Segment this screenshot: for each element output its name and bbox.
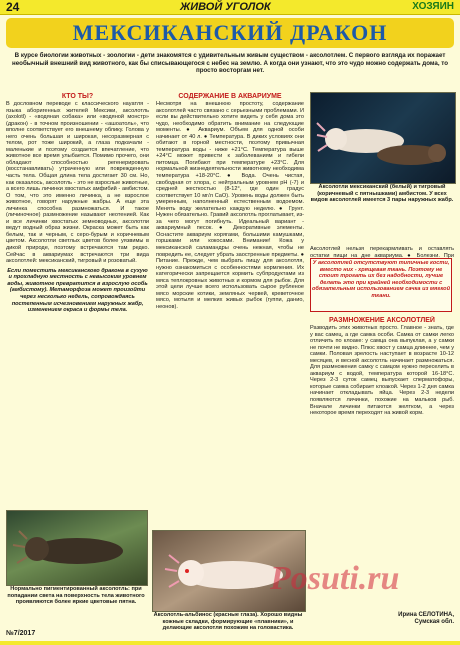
heading-who: КТО ТЫ? [61, 93, 94, 100]
caption-photo-3: Аксолотль-альбинос (красные глаза). Хорошо видны кожные складки, формирующие «плавники», и делающие аксолотля похожим на головастика. [153, 612, 303, 632]
axolotl-dark-photo-icon [7, 511, 147, 585]
column-1-text: В дословном переводе с классического науатля - языка аборигенных жителей Мексики, аксолотль (axolotl) - «водяная собака» или «водяной монстр» (дракон) - в точном произношении - «ашоатоль», что вполне соответствует его внешнему облику. Голова у него очень большая и широкая, несоразмерная с телом, рот тоже широкий, а глаза подкачали - маленькие и поэтому создается впечатление, что животное все время улыбается. Помимо прочего, они обладают способностью регенерировать (восстанавливать) утраченную или поврежденную часть тела. Общая длина тела достигает 30 см. Но, как оказалось, аксолотль - это не взрослые животные, а всего лишь личинки хвостатых амфибий - амбистом. О том, что это именно личинка, а не взрослое животное, говорят наружные жабры. А еще эта личинка способна размножаться. И такое (личиночное) размножение называют неотенией. Как и все личинки хвостатых земноводных, аксолотли ведут водный образ жизни. Окраска может быть как белым, так и черным, с серо-бурым и коричневым цветом. Аксолотли светлых цветов более уязвимы в дикой природе, поэтому встречаются там редко. Сейчас в аквариумах встречаются три вида аксолотлей: мексиканский, тигровый и розоватый. [6, 101, 149, 265]
watermark: Posuti.ru [270, 560, 400, 597]
article-lead: В курсе биологии животных - зоологии - дети знакомятся с удивительным живым существом - аксолотлем. С первого взгляда их поражает необычный внешний вид животного, как бы списывающегося с небес на землю. А когда они узнают, что это чудо можно содержать дома, то просто восторгам нет. [11, 52, 449, 75]
heading-breeding: РАЗМНОЖЕНИЕ АКСОЛОТЛЕЙ [329, 317, 435, 324]
column-3-continuation: Аксолотлей нельзя перекармливать и оставлять остатки пищи на дне аквариума. ● Болезни. При [310, 246, 454, 258]
warning-box: У аксолотлей отсутствуют типичные кости, вместо них - хрящевая ткань. Поэтому не стоит трогать их без надобности, лучше делать это при крайней необходимости с обязательным использованием сачка из мягкой ткани. [310, 258, 452, 312]
bottom-stripe [0, 641, 460, 645]
magazine-name: ХОЗЯИН [412, 1, 454, 12]
caption-photo-2: Нормально пигментированный аксолотль: при попадании света на поверхность тела животного проявляются более яркие цветовые пятна. [7, 586, 145, 606]
column-3-top [310, 246, 454, 258]
axolotl-photo-icon [311, 93, 455, 183]
article-title: МЕКСИКАНСКИЙ ДРАКОН [6, 18, 454, 48]
page-header [0, 0, 460, 15]
metamorphosis-note: Если поместить мексиканского дракона в сухую и прохладную местность с невысоким уровнем воды, животное превратится в взрослую особь (амбистому). Метаморфоза может произойти через несколько недель, сопровождаясь постепенным исчезновением наружных жабр, изменением окраса и формы тела. [7, 267, 148, 314]
author-signature [390, 612, 454, 626]
photo-axolotls-pair [310, 92, 456, 184]
column-1 [6, 92, 149, 462]
issue-number: №7/2017 [6, 630, 36, 637]
column-3-text: Разводить этих животных просто. Главное - знать, где у вас самец, а где самка особи. Самка от самки легко отличить по клоаке: у самца она выпуклая, а у самки не почти не видно. Плюс хвост у самца длиннее, чем у самки. Половая зрелость наступает в возрасте 10-12 месяцев, и весной аксолотль начинает размножаться. Для размножения самку с самцом нужно переселить в аквариум с водой, температура которой 16-18°С. Через 2-3 суток самец выпускает сперматофоры, которые самка собирает клоакой. Через 1-2 дня самка начинает откладывать яйца. Через 2-3 недели появляются личинки, похожие на мальков рыб. Вначале личинки питаются желтком, а через некоторое время переходят на живой корм. [310, 325, 454, 417]
author-place: Сумская обл. [414, 619, 454, 625]
photo-pigmented-axolotl [6, 510, 148, 586]
page-number: 24 [6, 0, 20, 14]
column-2-text: Несмотря на внешнюю простоту, содержание аксолотлей часто связано с серьезными проблемами. И если вы действительно хотите видеть у себя дома это чудо, необходимо обратить внимание на следующие моменты. ● Аквариум. Объем для одной особи начинает от 40 л. ● Температура. В диких условиях они обитают в горной местности, поэтому привычная температура воды - ниже +21°С. Температура выше +24°С может привести к заболеваниям и гибели питомца. Погибают при температуре +23°С. Для нормальной жизнедеятельности животному необходима температура +18-20°С. ● Вода. Очень чистая, свободная от хлора, с нейтральным уровнем pH (-7) и средней жесткостью (8-12°, где один градус соответствует 10 мг/л CaO). Уровень воды должен быть умеренным, наполненный естественным водоемом. Менять воду желательно каждую неделю. ● Грунт. Нужен обязательно. Гравий аксолотль проглатывает, из-за чего могут погибнуть. Идеальный вариант - аквариумный песок. ● Декоративные элементы. Оснастите аквариум корягами, большими камушками, горшками или кокосами. Внимание! Кожа у мексиканской саламандры очень нежная, чтобы не повредить ее, следует убрать заостренные предметы. ● Питание. Прежде, чем выбрать пищу для аксолотля, нужно ознакомиться с особенностями кормления. Их категорически запрещается кормить субпродуктами из мяса теплокровных животных и кормом для рыбок. Для этой цели лучше всего использовать сырое рубленое мясо морские котики, земляных червей, креветочное мясо, мотыля и мелких живых рыбок (гуппи, данио, неонов). [156, 101, 304, 310]
heading-aquarium: СОДЕРЖАНИЕ В АКВАРИУМЕ [178, 93, 282, 100]
caption-photo-1: Аксолотли мексиканский (белый) и тигровый (коричневый с пятнышками) амбистом. У всех видов аксолотлей имеется 3 пары наружных жабр. [310, 184, 454, 204]
section-title: ЖИВОЙ УГОЛОК [180, 1, 271, 13]
column-2 [156, 92, 304, 570]
author-name: Ирина СЕЛОТИНА, [398, 612, 454, 618]
